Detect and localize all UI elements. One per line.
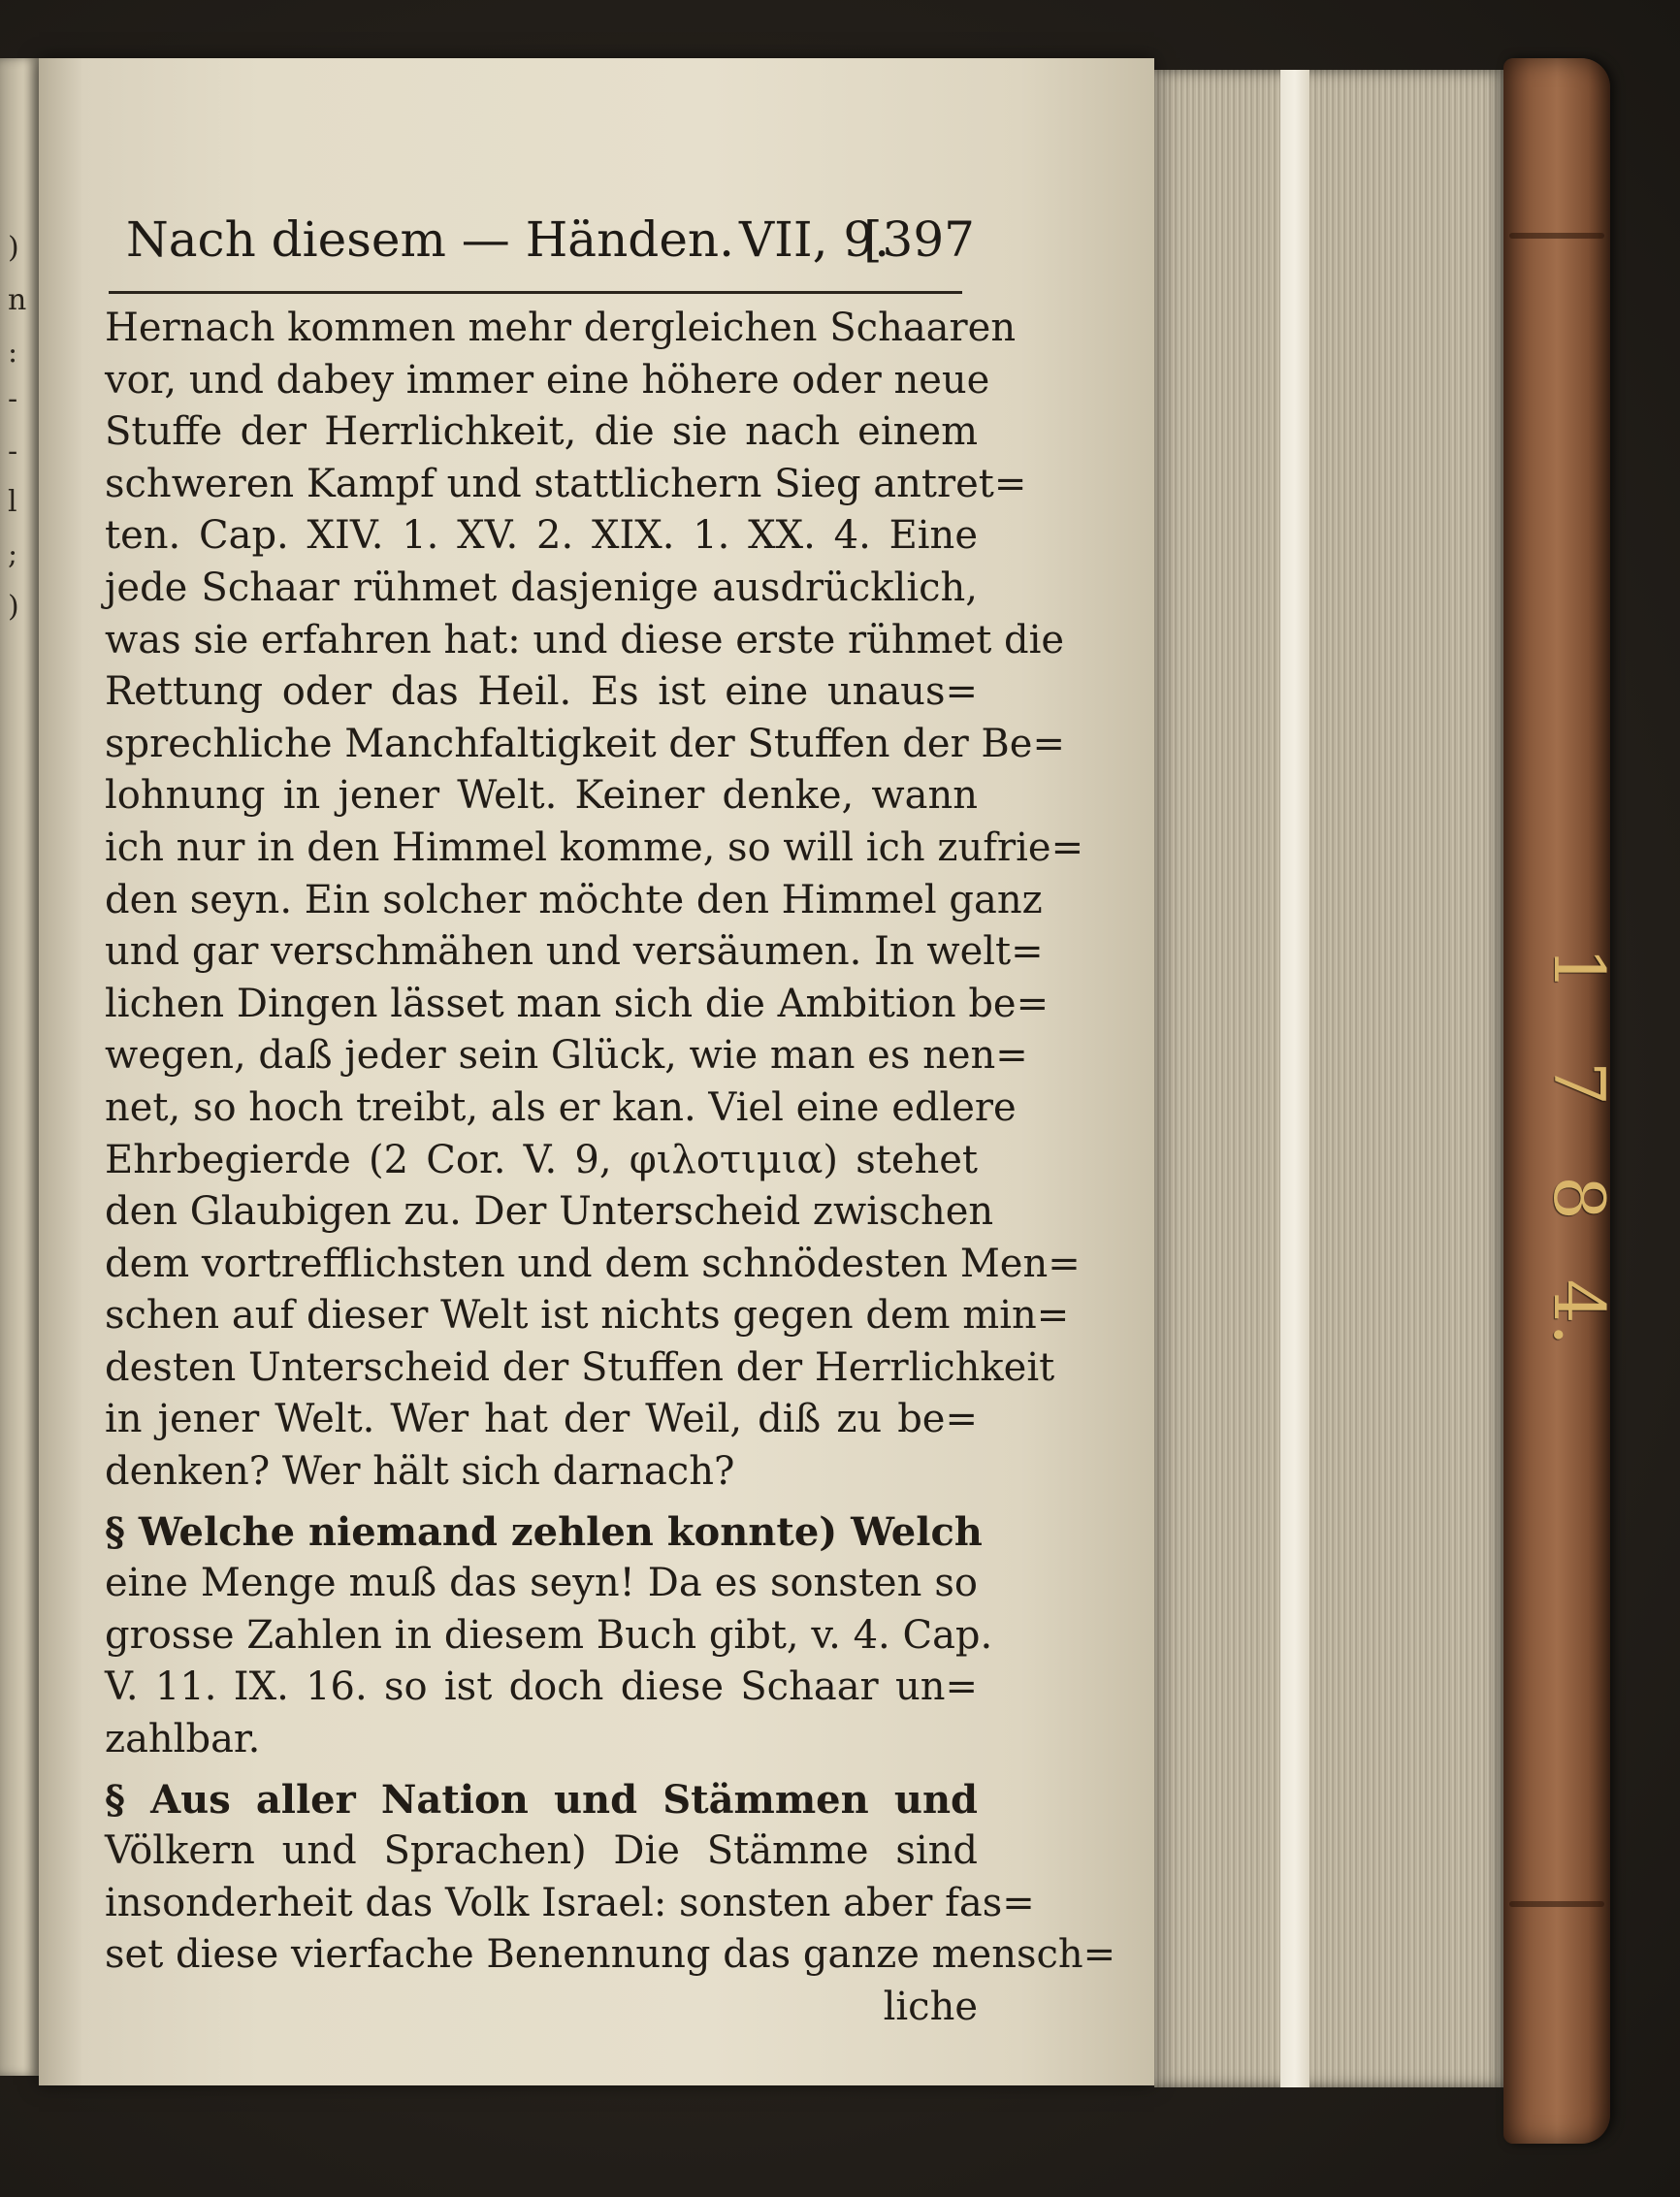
text-line: den seyn. Ein solcher möchte den Himmel ganz bbox=[105, 877, 1043, 922]
text-line: zahlbar. bbox=[105, 1717, 261, 1762]
text-line: was sie erfahren hat: und diese erste rühmet die bbox=[105, 617, 1065, 662]
text-line: lichen Dingen lässet man sich die Ambition be= bbox=[105, 981, 1050, 1026]
catchword: liche bbox=[883, 1985, 978, 2029]
text-line: den Glaubigen zu. Der Unterscheid zwischen bbox=[105, 1189, 994, 1235]
text-line: jede Schaar rühmet dasjenige ausdrücklich, bbox=[105, 565, 978, 610]
text-line: insonderheit das Volk Israel: sonsten aber fas= bbox=[105, 1880, 1035, 1925]
left-margin-glyph: - bbox=[8, 382, 18, 416]
text-line: Hernach kommen mehr dergleichen Schaaren bbox=[105, 306, 1017, 350]
text-line: wegen, daß jeder sein Glück, wie man es nen= bbox=[105, 1033, 1028, 1079]
text-line: ten. Cap. XIV. 1. XV. 2. XIX. 1. XX. 4. Eine bbox=[105, 513, 978, 559]
spine-band bbox=[1509, 233, 1604, 239]
running-head-chapter: VII, 9. bbox=[739, 211, 890, 268]
fore-edge-highlight bbox=[1280, 70, 1309, 2087]
left-margin-glyph: ; bbox=[8, 537, 18, 571]
text-line: dem vortrefflichsten und dem schnödesten Men= bbox=[105, 1241, 1081, 1286]
left-margin-glyph: l bbox=[8, 485, 17, 519]
text-line: und gar verschmähen und versäumen. In welt= bbox=[105, 929, 1044, 975]
text-line: Ehrbegierde (2 Cor. V. 9, φιλοτιμια) stehet bbox=[105, 1137, 978, 1182]
text-line: desten Unterscheid der Stuffen der Herrlichkeit bbox=[105, 1344, 1055, 1390]
text-line: schweren Kampf und stattlichern Sieg antret= bbox=[105, 461, 1027, 506]
text-line: Stuffe der Herrlichkeit, die sie nach einem bbox=[105, 409, 978, 455]
text-line: in jener Welt. Wer hat der Weil, diß zu be= bbox=[105, 1397, 978, 1442]
spine-digit: 7 bbox=[1538, 1061, 1620, 1106]
text-line: grosse Zahlen in diesem Buch gibt, v. 4. Cap. bbox=[105, 1612, 993, 1658]
text-line: ich nur in den Himmel komme, so will ich zufrie= bbox=[105, 824, 1084, 870]
text-line: schen auf dieser Welt ist nichts gegen dem min= bbox=[105, 1293, 1070, 1339]
text-line: denken? Wer hält sich darnach? bbox=[105, 1449, 735, 1495]
running-head-title: Nach diesem — Händen. bbox=[126, 211, 735, 268]
page-number: [397 bbox=[863, 211, 975, 268]
text-line: sprechliche Manchfaltigkeit der Stuffen der Be= bbox=[105, 721, 1065, 766]
text-line: set diese vierfache Benennung das ganze mensch= bbox=[105, 1932, 1116, 1978]
left-margin-glyph: ) bbox=[8, 231, 19, 265]
text-line: vor, und dabey immer eine höhere oder neue bbox=[105, 357, 990, 403]
spine-digit: 8 bbox=[1538, 1176, 1620, 1220]
text-line: V. 11. IX. 16. so ist doch diese Schaar un= bbox=[105, 1664, 978, 1710]
body-text bbox=[105, 303, 1116, 2034]
text-line: eine Menge muß das seyn! Da es sonsten so bbox=[105, 1561, 978, 1606]
left-margin-glyph: ) bbox=[8, 590, 19, 624]
text-line: Rettung oder das Heil. Es ist eine unaus= bbox=[105, 669, 978, 715]
header-rule bbox=[109, 291, 962, 294]
spine-digit: 1 bbox=[1538, 947, 1620, 991]
text-line-lemma: § Welche niemand zehlen konnte) Welch bbox=[105, 1508, 983, 1555]
text-line: Völkern und Sprachen) Die Stämme sind bbox=[105, 1828, 978, 1874]
spine-digit: 4. bbox=[1538, 1278, 1620, 1346]
left-margin-glyph: : bbox=[8, 336, 18, 370]
spine-year bbox=[1503, 912, 1620, 1370]
left-margin-glyph: n bbox=[8, 283, 27, 317]
page-stack-fore-edge bbox=[1154, 70, 1503, 2087]
text-line-lemma: § Aus aller Nation und Stämmen und bbox=[105, 1776, 978, 1823]
text-line: lohnung in jener Welt. Keiner denke, wann bbox=[105, 773, 978, 819]
running-head bbox=[89, 211, 975, 279]
text-line: net, so hoch treibt, als er kan. Viel eine edlere bbox=[105, 1084, 1017, 1130]
previous-page-edge bbox=[0, 58, 39, 2076]
spine-band bbox=[1509, 1901, 1604, 1907]
left-margin-glyph: - bbox=[8, 435, 18, 468]
leather-spine bbox=[1503, 58, 1620, 2144]
